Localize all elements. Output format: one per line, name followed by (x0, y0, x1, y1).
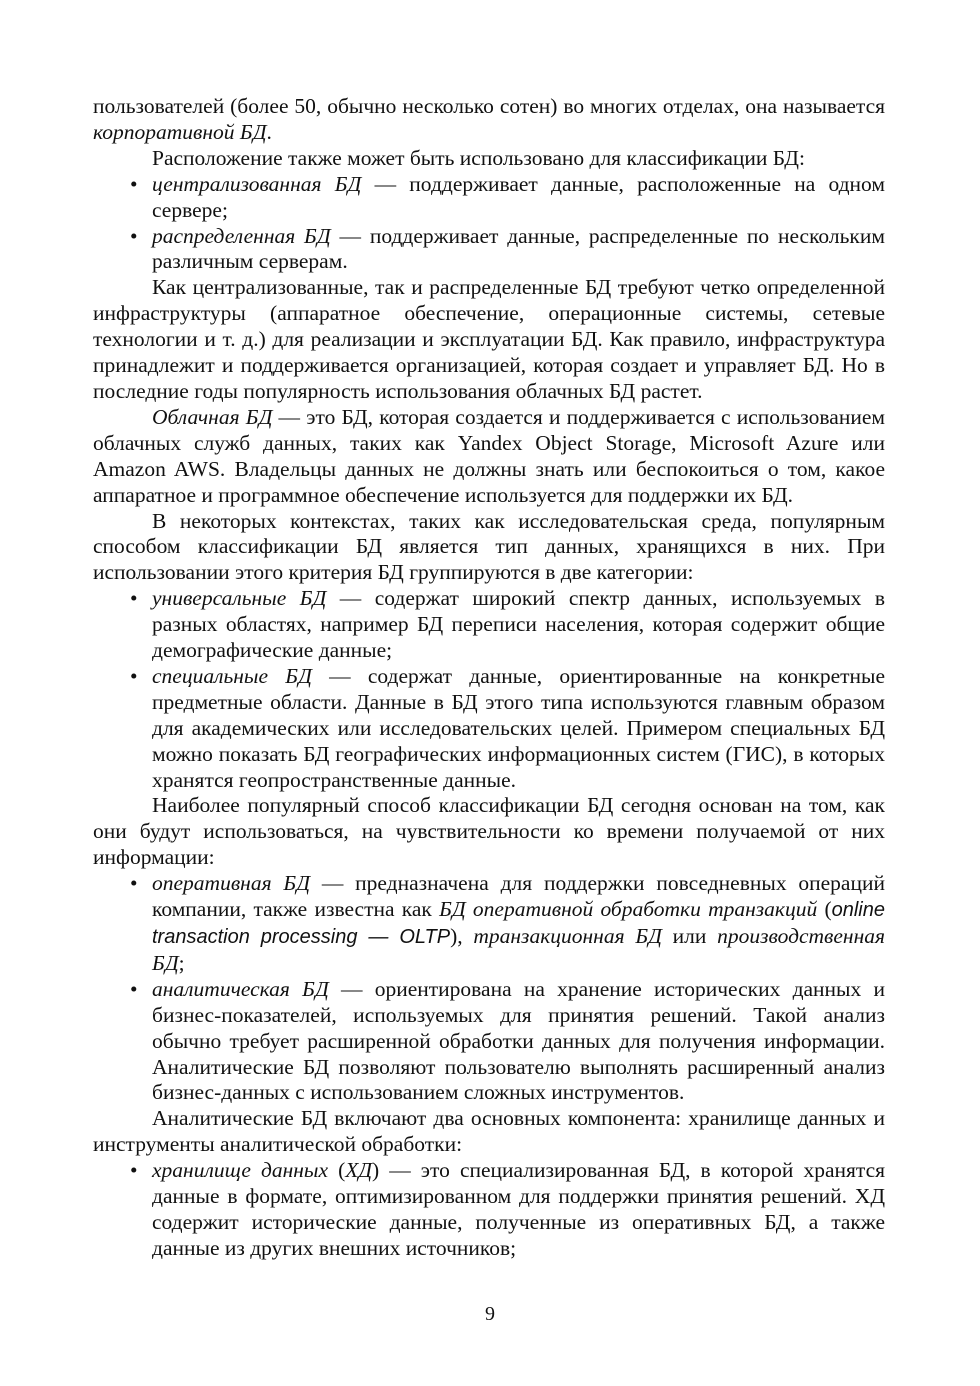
text: ; (178, 950, 185, 975)
bullet-icon: • (130, 976, 138, 1001)
text: ) — это специализированная БД, в которой хранятся данные в формате, оптимизированном для поддержки принятия решений. ХД содержит исторические данные, полученные из оперативных БД, а также данные из других внешних источников; (152, 1158, 886, 1260)
term-oltp-db: БД оперативной обработки транзакций (439, 897, 818, 922)
paragraph-location-classification: Расположение также может быть использовано для классификации БД: (152, 145, 805, 170)
term-oltp-english: online transaction processing — OLTP (152, 899, 885, 948)
text: — содержат широкий спектр данных, используемых в разных областях, например БД переписи населения, которая содержит общие демографические данные; (152, 586, 886, 663)
list-item-operational-db (93, 871, 885, 977)
list-location-types (93, 172, 885, 276)
document-page (93, 94, 885, 1262)
term-corporate-db: корпоративной БД (93, 119, 267, 144)
list-item-special-db (93, 664, 885, 794)
bullet-icon: • (130, 223, 138, 248)
bullet-icon: • (130, 171, 138, 196)
text: ( (817, 897, 832, 922)
bullet-icon: • (130, 871, 138, 896)
text: — поддерживает данные, распределенные по нескольким различным серверам. (152, 223, 885, 274)
paragraph-analytical-components: Аналитические БД включают два основных компонента: хранилище данных и инструменты аналитической обработки: (93, 1106, 885, 1157)
text: ( (328, 1158, 346, 1183)
paragraph-data-type-classification: В некоторых контекстах, таких как исследовательская среда, популярным способом классификации БД является тип данных, хранящихся в них. При использовании этого критерия БД группируются в две категории: (93, 508, 885, 585)
term-distributed-db: распределенная БД (152, 223, 331, 248)
paragraph-infrastructure: Как централизованные, так и распределенные БД требуют четко определенной инфраструктуры (аппаратное обеспечение, операционные системы, сетевые технологии и т. д.) для реализации и эксплуатации БД. Как правило, инфраструктура принадлежит и поддерживается организацией, которая создает и управляет БД. Но в последние годы популярность использования облачных БД растет. (93, 275, 885, 403)
term-dw-abbreviation: ХД (345, 1158, 373, 1183)
term-cloud-db: Облачная БД (152, 404, 273, 429)
text: ), (450, 924, 474, 948)
text: . (266, 119, 272, 144)
term-transactional-db: транзакционная БД (473, 924, 662, 948)
text: — ориентирована на хранение исторических данных и бизнес-показателей, используемых для принятия решений. Такой анализ обычно требует расширенной обработки данных для получения информации. Аналитические БД позволяют пользователю выполнять расширенный анализ бизнес-данных с использованием сложных инструментов. (152, 976, 885, 1105)
list-item-analytical-db (93, 977, 885, 1107)
bullet-icon: • (130, 1158, 138, 1183)
text: или (661, 924, 718, 948)
text: пользователей (более 50, обычно несколько сотен) во многих отделах, она называется (93, 94, 885, 118)
page-number: 9 (485, 1303, 495, 1325)
paragraph-usage-classification: Наиболее популярный способ классификации БД сегодня основан на том, как они будут использоваться, на чувствительности ко времени получаемой от них информации: (93, 793, 885, 870)
bullet-icon: • (130, 663, 138, 688)
bullet-icon: • (130, 586, 138, 611)
term-analytical-db: аналитическая БД (152, 976, 329, 1001)
list-analytical-components (93, 1158, 885, 1262)
term-universal-db: универсальные БД (152, 586, 327, 611)
text: — поддерживает данные, расположенные на одном сервере; (152, 171, 885, 222)
paragraph-corporate-db (93, 94, 885, 146)
list-item-universal-db (93, 586, 885, 664)
list-item-distributed-db (93, 224, 885, 276)
list-item-centralized-db (93, 172, 885, 224)
text: — содержат данные, ориентированные на конкретные предметные области. Данные в БД этого типа используются главным образом для академических или исследовательских целей. Примером специальных БД можно показать БД географических информационных систем (ГИС), в которых хранятся геопространственные данные. (152, 663, 886, 792)
list-item-data-warehouse (93, 1158, 885, 1262)
text: — предназначена для поддержки повседневных операций компании, также известна как (152, 871, 885, 922)
term-data-warehouse: хранилище данных (152, 1158, 329, 1183)
term-special-db: специальные БД (152, 663, 312, 688)
text: — это БД, которая создается и поддерживается с использованием облачных служб данных, таких как Yandex Object Storage, Microsoft Azure или Amazon AWS. Владельцы данных не должны знать или беспокоиться о том, какое аппаратное и программное обеспечение используется для поддержки их БД. (93, 404, 885, 507)
term-centralized-db: централизованная БД (152, 171, 362, 196)
term-production-db: производственная БД (152, 924, 885, 975)
list-data-types (93, 586, 885, 793)
term-operational-db: оперативная БД (152, 871, 311, 896)
list-usage-types (93, 871, 885, 1106)
paragraph-cloud-db (93, 405, 885, 509)
